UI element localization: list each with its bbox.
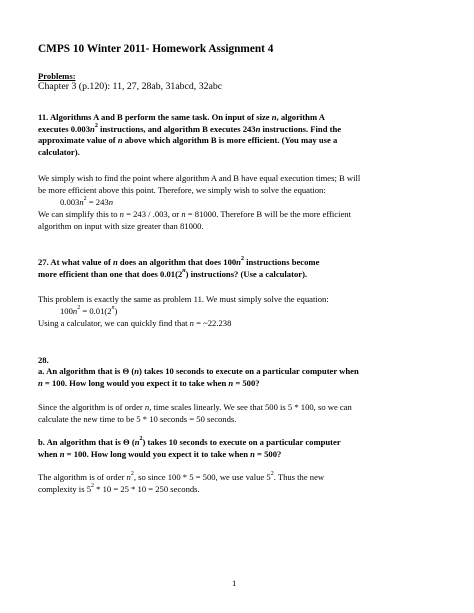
q28b-answer: The algorithm is of order $n^2$, so since 100 * 5 = 500, we use value $5^2$. Thus the new complexity is $5^2 * 10 = 25 * 10 = 250$ seconds. (38, 471, 325, 494)
q28a-question: a. An algorithm that is Θ (n) takes 10 seconds to execute on a particular computer when n = 100. How long would you expect it to take when n = 500? (38, 366, 359, 388)
q11-conclusion: We can simplify this to n = 243 / .003, or n = 81000. Therefore B will be the more efficient algorithm on input with size greater than 81000. (38, 209, 351, 231)
q11-equation: $0.003n^2 = 243n$ (60, 196, 113, 207)
q27-question: 27. At what value of n does an algorithm that does $100n^2$ instructions become more efficient than one that does 0.01(2$^n$) instructions? (Use a calculator). (38, 256, 320, 279)
problems-label: Problems: (38, 71, 76, 81)
q28a-answer: Since the algorithm is of order n, time scales linearly. We see that 500 is 5 * 100, so we can calculate the new time to be 5 * 10 seconds = 50 seconds. (38, 402, 352, 424)
q28b-question: b. An algorithm that is Θ $(n^2)$ takes 10 seconds to execute on a particular computer when n = 100. How long would you expect it to take when n = 500? (38, 436, 341, 459)
page-title: CMPS 10 Winter 2011- Homework Assignment 4 (38, 43, 274, 55)
q27-conclusion: Using a calculator, we can quickly find that n = ~22.238 (38, 318, 232, 328)
q11-question: 11. Algorithms A and B perform the same task. On input of size n, algorithm A executes $0.003n^2$ instructions, and algorithm B executes 243n instructions. Find the approximate value of n above which algorithm B is more efficient. (You may use a calculator). (38, 112, 342, 157)
problems-list: Chapter 3 (p.120): 11, 27, 28ab, 31abcd, 32abc (38, 81, 223, 92)
q27-answer: This problem is exactly the same as problem 11. We must simply solve the equation: (38, 294, 329, 304)
q11-answer: We simply wish to find the point where algorithm A and B have equal execution times; B will be more efficient above this point. Therefore, we simply wish to solve the equation: (38, 173, 361, 195)
q28-number: 28. (38, 355, 49, 365)
q27-equation: $100n^2 = 0.01(2^n)$ (60, 305, 118, 316)
page-number: 1 (232, 578, 237, 588)
